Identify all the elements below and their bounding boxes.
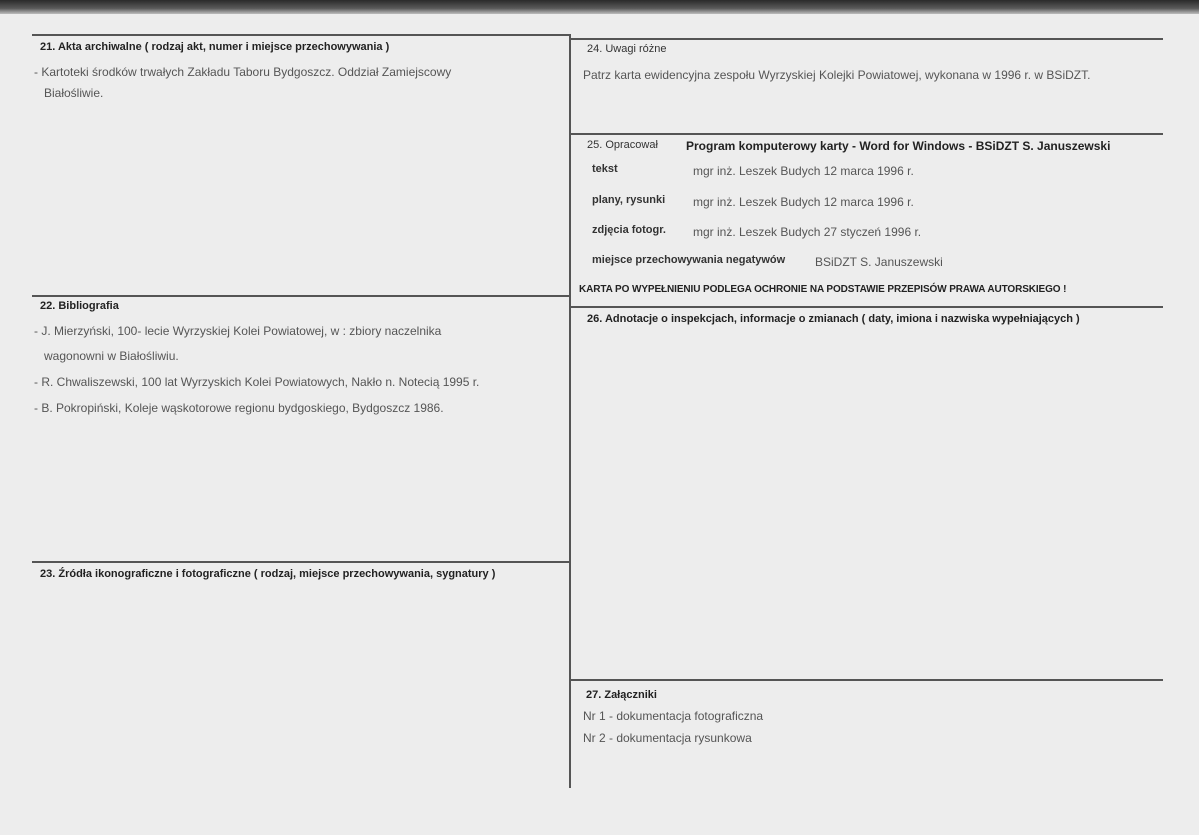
section-27-rule — [570, 679, 1163, 681]
section-21-heading: 21. Akta archiwalne ( rodzaj akt, numer i miejsce przechowywania ) — [40, 41, 390, 53]
author-row-value: mgr inż. Leszek Budych 12 marca 1996 r. — [693, 164, 914, 178]
section-26-heading: 26. Adnotacje o inspekcjach, informacje o zmianach ( daty, imiona i nazwiska wypełniających ) — [587, 313, 1080, 325]
section-22-line: - R. Chwaliszewski, 100 lat Wyrzyskich Kolei Powiatowych, Nakło n. Notecią 1995 r. — [34, 375, 480, 389]
attachment-item: Nr 2 - dokumentacja rysunkowa — [583, 731, 752, 745]
section-25-rule — [570, 133, 1163, 135]
section-24-heading: 24. Uwagi różne — [587, 43, 667, 55]
section-23-rule — [32, 561, 570, 563]
column-divider — [569, 34, 571, 788]
section-25-heading: 25. Opracował — [587, 139, 658, 151]
author-row-label: tekst — [592, 163, 618, 175]
section-22-line: - B. Pokropiński, Koleje wąskotorowe regionu bydgoskiego, Bydgoszcz 1986. — [34, 401, 444, 415]
section-22-heading: 22. Bibliografia — [40, 300, 119, 312]
section-24-rule — [570, 38, 1163, 40]
scan-top-edge — [0, 0, 1199, 14]
section-22-rule — [32, 295, 570, 297]
section-27-heading: 27. Załączniki — [586, 689, 657, 701]
section-26-rule — [570, 306, 1163, 308]
section-22-line: - J. Mierzyński, 100- lecie Wyrzyskiej Kolei Powiatowej, w : zbiory naczelnika — [34, 324, 442, 338]
section-22-line: wagonowni w Białośliwiu. — [44, 349, 179, 363]
author-row-label: zdjęcia fotogr. — [592, 224, 666, 236]
author-row-label: miejsce przechowywania negatywów — [592, 254, 786, 266]
section-21-rule — [32, 34, 570, 36]
attachment-item: Nr 1 - dokumentacja fotograficzna — [583, 709, 764, 723]
section-21-line: - Kartoteki środków trwałych Zakładu Taboru Bydgoszcz. Oddział Zamiejscowy — [34, 65, 452, 79]
author-row-value: mgr inż. Leszek Budych 27 styczeń 1996 r. — [693, 225, 922, 239]
section-24-text: Patrz karta ewidencyjna zespołu Wyrzyskiej Kolejki Powiatowej, wykonana w 1996 r. w BSiDZT. — [583, 68, 1091, 82]
author-row-value: mgr inż. Leszek Budych 12 marca 1996 r. — [693, 195, 914, 209]
section-23-heading: 23. Źródła ikonograficzne i fotograficzne ( rodzaj, miejsce przechowywania, sygnatury ) — [40, 568, 496, 580]
author-row-label: plany, rysunki — [592, 194, 666, 206]
section-25-program: Program komputerowy karty - Word for Windows - BSiDZT S. Januszewski — [686, 139, 1111, 153]
copyright-notice: KARTA PO WYPEŁNIENIU PODLEGA OCHRONIE NA PODSTAWIE PRZEPISÓW PRAWA AUTORSKIEGO ! — [579, 284, 1067, 295]
section-21-line: Białośliwie. — [44, 86, 104, 100]
author-row-value: BSiDZT S. Januszewski — [815, 255, 943, 269]
